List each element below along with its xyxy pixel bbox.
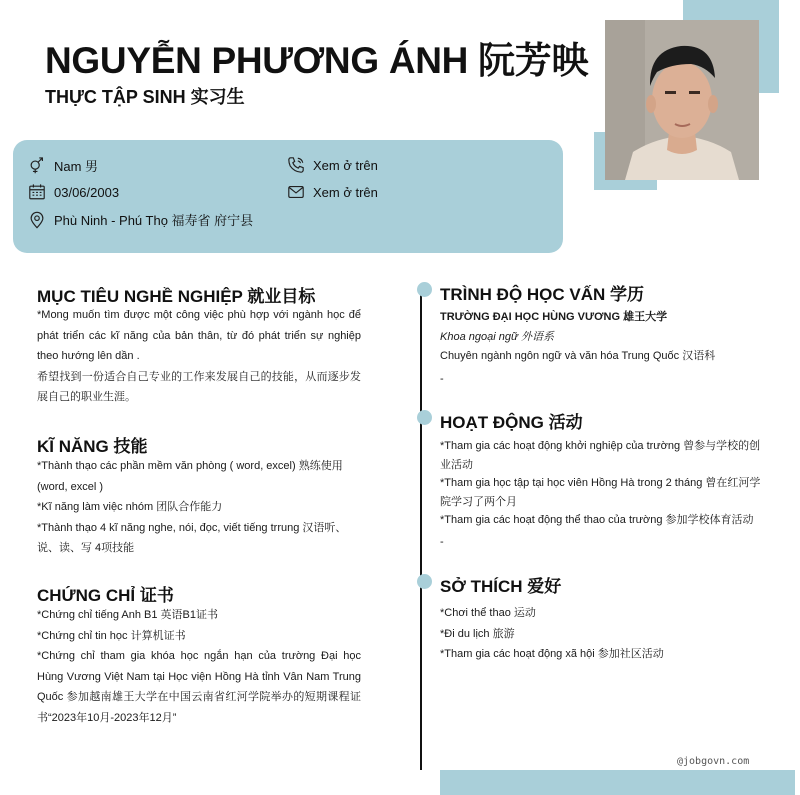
education-extra: -: [440, 372, 444, 385]
hobbies-text: [440, 603, 780, 665]
activity-line: *Tham gia học tập tại học viên Hồng Hà trong 2 tháng 曾在红河学院学习了两个月: [440, 477, 761, 508]
timeline-dot-education: [417, 282, 432, 297]
skills-line: *Kĩ năng làm việc nhóm 团队合作能力: [37, 501, 223, 513]
phone-text: Xem ở trên: [313, 157, 378, 173]
watermark: @jobgovn.com: [677, 756, 750, 767]
skills-line: *Thành thạo các phần mềm văn phòng ( word, excel) 熟练使用 (word, excel ): [37, 460, 343, 493]
education-faculty: Khoa ngoại ngữ 外语系: [440, 330, 554, 343]
objective-text: [37, 305, 361, 408]
activities-text: [440, 437, 770, 551]
birthday-text: 03/06/2003: [54, 184, 120, 200]
activities-title: HOẠT ĐỘNG 活动: [440, 413, 583, 432]
timeline-dot-hobbies: [417, 574, 432, 589]
objective-line: *Mong muốn tìm được một công việc phù hợp với ngành học để phát triển các kĩ năng của bản thân, từ đó phát triển sự nghiệp theo hướng lên dần .: [37, 309, 361, 362]
certificates-text: [37, 605, 361, 728]
location-pin-icon: [28, 211, 46, 229]
activity-line: *Tham gia các hoạt động thể thao của trường 参加学校体育活动: [440, 514, 754, 526]
email-text: Xem ở trên: [313, 184, 378, 200]
decorative-block-bottom: [440, 770, 795, 795]
candidate-name: NGUYỄN PHƯƠNG ÁNH 阮芳映: [45, 40, 589, 81]
hobby-line: *Tham gia các hoạt động xã hội 参加社区活动: [440, 648, 664, 660]
info-phone: [287, 156, 378, 174]
timeline-line: [420, 290, 422, 770]
skills-line: *Thành thạo 4 kĩ năng nghe, nói, đọc, viết tiếng trrung 汉语听、说、读、写 4项技能: [37, 521, 347, 554]
gender-icon: [28, 157, 46, 175]
certificate-line: *Chứng chỉ tham gia khóa học ngắn hạn của trường Đại học Hùng Vương Việt Nam tại Học viện Hồng Hà tỉnh Vân Nam Trung Quốc 参加越南雄王大学在中国云南省红河学院举办的短期课程证书“2023年10月-2023年12月”: [37, 650, 361, 724]
certificate-line: *Chứng chỉ tiếng Anh B1 英语B1证书: [37, 609, 219, 621]
profile-photo: [605, 20, 759, 180]
info-address: [28, 210, 253, 229]
hobbies-title: SỞ THÍCH 爱好: [440, 577, 562, 596]
hobby-line: *Chơi thể thao 运动: [440, 607, 536, 619]
address-text: Phù Ninh - Phú Thọ 福寿省 府宁县: [54, 213, 254, 228]
info-birthday: [28, 183, 119, 201]
calendar-icon: [28, 183, 46, 201]
timeline-dot-activities: [417, 410, 432, 425]
candidate-role: THỰC TẬP SINH 实习生: [45, 87, 245, 107]
activity-line: *Tham gia các hoạt động khởi nghiệp của trường 曾参与学校的创业活动: [440, 440, 761, 471]
skills-text: [37, 456, 361, 559]
envelope-icon: [287, 183, 305, 201]
education-text: [440, 308, 780, 389]
gender-text: Nam 男: [54, 159, 99, 174]
skills-title: KĨ NĂNG 技能: [37, 437, 148, 456]
info-email: [287, 183, 378, 201]
phone-icon: [287, 156, 305, 174]
hobby-line: *Đi du lịch 旅游: [440, 627, 515, 640]
certificates-title: CHỨNG CHỈ 证书: [37, 586, 174, 605]
education-school: TRƯỜNG ĐẠI HỌC HÙNG VƯƠNG 雄王大学: [440, 311, 668, 323]
activities-extra: -: [440, 535, 444, 548]
education-title: TRÌNH ĐỘ HỌC VẤN 学历: [440, 285, 644, 304]
info-gender: [28, 156, 98, 175]
objective-line: 希望找到一份适合自己专业的工作来发展自己的技能，从而逐步发展自己的职业生涯。: [37, 370, 361, 403]
education-major: Chuyên ngành ngôn ngữ và văn hóa Trung Quốc 汉语科: [440, 350, 716, 362]
certificate-line: *Chứng chỉ tin học 计算机证书: [37, 629, 186, 642]
objective-title: MỤC TIÊU NGHỀ NGHIỆP 就业目标: [37, 287, 316, 306]
